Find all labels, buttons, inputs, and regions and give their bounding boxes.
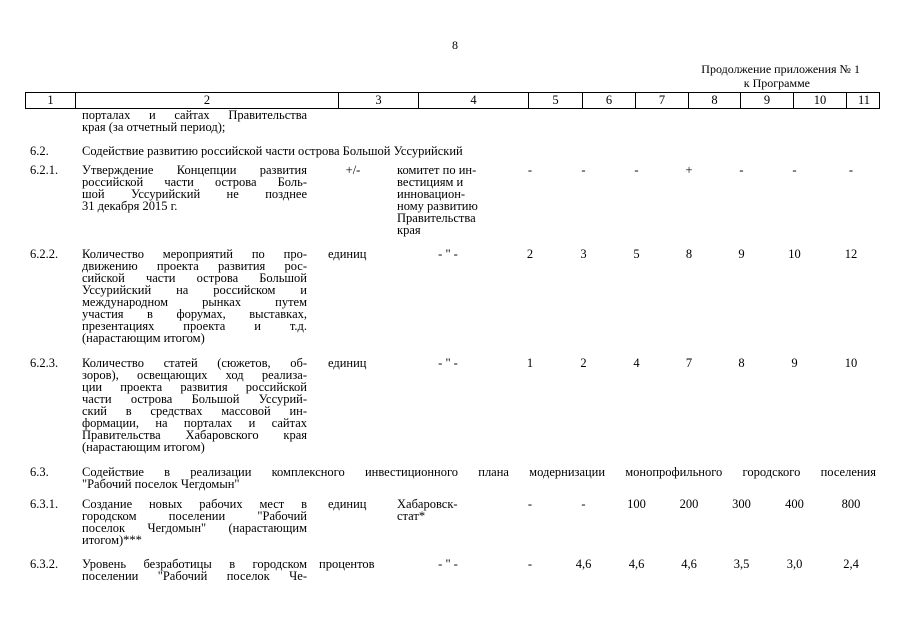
- row-6-2-1-value: -: [792, 163, 797, 177]
- row-6-3-1-code: 6.3.1.: [30, 497, 59, 511]
- row-6-2-2-name-line: участия в форумах, выставках,: [82, 307, 307, 321]
- row-6-3-1-value: 100: [627, 497, 646, 511]
- row-6-2-1-unit: +/-: [345, 163, 361, 177]
- row-6-2-2-code: 6.2.2.: [30, 247, 59, 261]
- row-6-3-2-exec: - " -: [438, 557, 458, 571]
- row-6-2-3-value: 4: [633, 356, 640, 370]
- section-6-2-code: 6.2.: [30, 144, 49, 158]
- row-6-2-2-name-line: Количество мероприятий по про-: [82, 247, 307, 261]
- row-6-2-3-name-line: Правительства Хабаровского края: [82, 428, 307, 442]
- row-6-2-3-name-line: формации, на порталах и сайтах: [82, 416, 307, 430]
- row-6-2-2-value: 9: [738, 247, 745, 261]
- row-6-2-1-name-line: Утверждение Концепции развития: [82, 163, 307, 177]
- row-6-2-1-name-line: шой Уссурийский не позднее: [82, 187, 307, 201]
- header-col-2: 2: [76, 93, 339, 108]
- row-6-2-2-name-line: сийской части острова Большой: [82, 271, 307, 285]
- row-6-2-3-unit: единиц: [328, 356, 367, 370]
- row-6-2-1-exec-line: инновацион-: [397, 187, 466, 201]
- header-col-10: 10: [794, 93, 847, 108]
- row-6-3-1-exec-line: Хабаровск-: [397, 497, 458, 511]
- row-6-2-3-value: 8: [738, 356, 745, 370]
- row-6-2-1-exec-line: комитет по ин-: [397, 163, 477, 177]
- continuation-note: [640, 62, 860, 90]
- row-6-2-3-name-line: части острова Большой Уссурий-: [82, 392, 307, 406]
- row-6-2-3-value: 10: [844, 356, 858, 370]
- continuation-line2: к Программе: [743, 76, 810, 90]
- row-6-2-3-value: 1: [526, 356, 534, 370]
- row-6-2-1-exec-line: края: [397, 223, 421, 237]
- row-6-2-2-name-line: международном рынках путем: [82, 295, 307, 309]
- row-6-3-1-name-line: Создание новых рабочих мест в: [82, 497, 307, 511]
- row-6-2-2-name-line: движению проекта развития рос-: [82, 259, 307, 273]
- row-6-3-1-value: -: [527, 497, 533, 511]
- row-6-3-2-value: 4,6: [681, 557, 697, 571]
- page-number: 8: [452, 38, 458, 52]
- row-6-2-1-name-line: российской части острова Боль-: [82, 175, 307, 189]
- row-6-2-3-name-line: зоров), освещающих ход реализа-: [82, 368, 307, 382]
- row-6-3-2-value: 4,6: [628, 557, 645, 571]
- row-6-3-1-unit: единиц: [328, 497, 367, 511]
- row-6-3-1-name-line: поселок Чегдомын" (нарастающим: [82, 521, 307, 535]
- row-6-2-2-value: 12: [844, 247, 858, 261]
- header-col-3: 3: [339, 93, 419, 108]
- row-6-3-2-value: 2,4: [843, 557, 859, 571]
- header-col-8: 8: [689, 93, 741, 108]
- row-6-2-1-code: 6.2.1.: [30, 163, 59, 177]
- row-6-2-2-value: 8: [685, 247, 693, 261]
- row-6-3-2-value: 3,0: [786, 557, 803, 571]
- header-col-5: 5: [529, 93, 583, 108]
- row-6-2-2-value: 10: [788, 247, 801, 261]
- row-6-2-2-value: 5: [633, 247, 640, 261]
- section-6-3-title-line2: "Рабочий поселок Чегдомын": [82, 477, 240, 491]
- row-6-3-1-name-line: итогом)***: [82, 533, 142, 547]
- row-6-2-2-unit: единиц: [328, 247, 367, 261]
- header-col-1: 1: [26, 93, 76, 108]
- section-6-3-code: 6.3.: [30, 465, 49, 479]
- row-6-2-2-value: 3: [580, 247, 587, 261]
- row-6-3-1-value: 200: [679, 497, 699, 511]
- row-6-2-3-name-line: ции проекта развития российской: [82, 380, 307, 394]
- row-6-2-3-exec: - " -: [438, 356, 458, 370]
- row-6-3-1-exec-line: стат*: [397, 509, 426, 523]
- row-6-2-3-value: 9: [791, 356, 798, 370]
- row-6-2-3-code: 6.2.3.: [30, 356, 59, 370]
- row-6-2-2-value: 2: [526, 247, 534, 261]
- row-6-3-2-unit: процентов: [319, 557, 375, 571]
- row-6-2-3-value: 7: [685, 356, 693, 370]
- section-6-3-title-line1: Содействие в реализации комплексного инвестиционного плана модернизации монопрофильного городского поселения: [82, 465, 876, 479]
- header-col-11: 11: [857, 93, 871, 107]
- fragment-line1: порталах и сайтах Правительства: [82, 108, 307, 122]
- row-6-2-3-name-line: (нарастающим итогом): [82, 440, 205, 454]
- continuation-line1: Продолжение приложения № 1: [701, 62, 860, 76]
- row-6-2-3-value: 2: [580, 356, 587, 370]
- row-6-2-3-name-line: ский в средствах массовой ин-: [82, 404, 307, 418]
- row-6-2-2-name-line: Уссурийский на российском и: [82, 283, 307, 297]
- row-6-2-1-value: +: [685, 163, 693, 177]
- row-6-2-1-value: -: [581, 163, 586, 177]
- row-6-3-1-name-line: городском поселении "Рабочий: [82, 509, 307, 523]
- row-6-2-1-exec-line: вестициям и: [397, 175, 464, 189]
- header-col-7: 7: [636, 93, 689, 108]
- row-6-2-1-value: -: [739, 163, 744, 177]
- row-6-3-2-name-line: Уровень безработицы в городском: [82, 557, 307, 571]
- header-col-6: 6: [583, 93, 636, 108]
- header-col-4: 4: [419, 93, 529, 108]
- row-6-2-1-name-line: 31 декабря 2015 г.: [82, 199, 178, 213]
- row-6-3-2-value: 3,5: [733, 557, 750, 571]
- row-6-2-2-name-line: (нарастающим итогом): [82, 331, 205, 345]
- row-6-2-1-exec-line: Правительства: [397, 211, 476, 225]
- table-header-row: [25, 92, 880, 109]
- row-6-3-1-value: -: [581, 497, 586, 511]
- row-6-2-1-value: -: [527, 163, 533, 177]
- fragment-line2: края (за отчетный период);: [82, 120, 226, 134]
- row-6-2-1-value: -: [634, 163, 639, 177]
- row-6-3-1-value: 300: [732, 497, 751, 511]
- row-6-2-2-exec: - " -: [438, 247, 458, 261]
- row-6-2-1-exec-line: ному развитию: [397, 199, 478, 213]
- section-6-2-title: Содействие развитию российской части острова Большой Уссурийский: [82, 144, 463, 158]
- row-6-3-1-value: 800: [841, 497, 861, 511]
- header-col-9: 9: [741, 93, 794, 108]
- row-6-2-3-name-line: Количество статей (сюжетов, об-: [82, 356, 307, 370]
- row-6-2-2-name-line: презентациях проекта и т.д.: [82, 319, 307, 333]
- row-6-3-1-value: 400: [785, 497, 804, 511]
- row-6-2-1-value: -: [848, 163, 854, 177]
- row-6-3-2-value: -: [527, 557, 533, 571]
- row-6-3-2-code: 6.3.2.: [30, 557, 59, 571]
- row-6-3-2-value: 4,6: [575, 557, 592, 571]
- row-6-3-2-name-line: поселении "Рабочий поселок Че-: [82, 569, 307, 583]
